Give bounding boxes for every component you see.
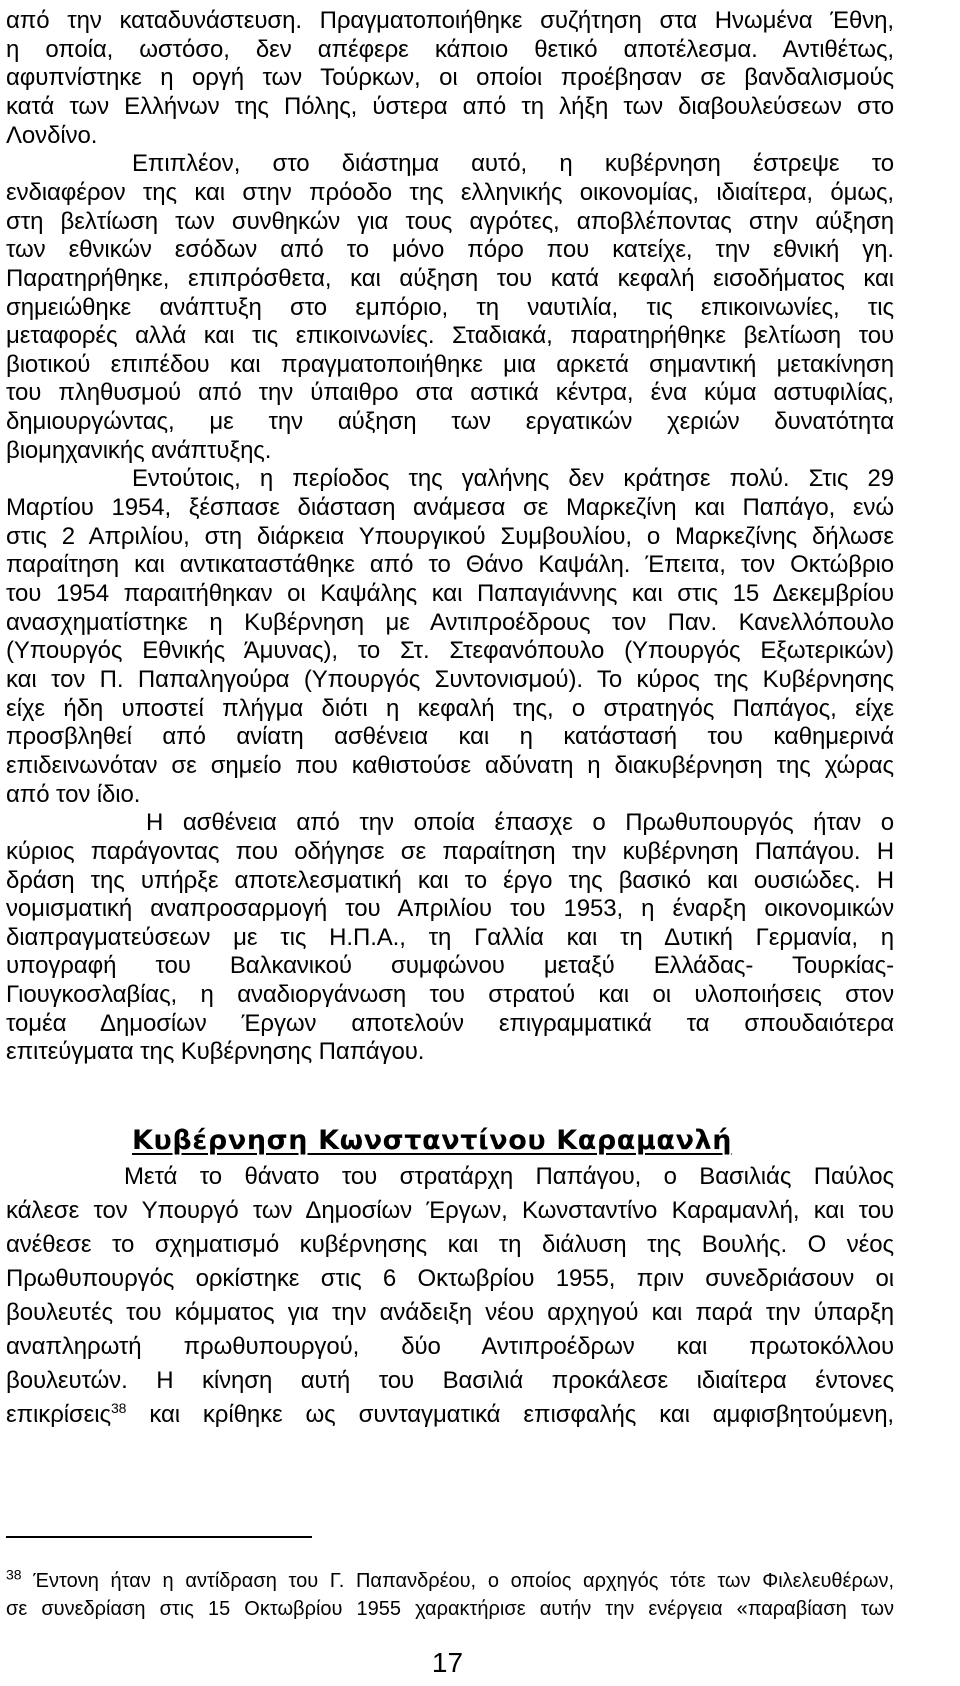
text-line: μεταφορές αλλά και τις επικοινωνίες. Σταδιακά, παρατηρήθηκε βελτίωση του xyxy=(6,322,894,349)
text-line: Μετά το θάνατο του στρατάρχη Παπάγου, ο Βασιλιάς Παύλος xyxy=(124,1163,894,1190)
text-line: είχε ήδη υποστεί πλήγμα διότι η κεφαλή της, ο στρατηγός Παπάγος, είχε xyxy=(6,695,894,722)
text-line: στη βελτίωση των συνθηκών για τους αγρότες, αποβλέποντας στην αύξηση xyxy=(6,208,894,235)
text-line: σημειώθηκε ανάπτυξη στο εμπόριο, τη ναυτιλία, τις επικοινωνίες, τις xyxy=(6,294,894,321)
page-number: 17 xyxy=(431,1647,464,1678)
text-line: από τον ίδιο. xyxy=(6,781,141,808)
text-line: δράση της υπήρξε αποτελεσματική και το έργο της βασικό και ουσιώδες. Η xyxy=(6,867,894,894)
text-line: δημιουργώντας, με την αύξηση των εργατικών χεριών δυνατότητα xyxy=(6,408,894,435)
footnote-divider xyxy=(6,1536,312,1538)
text-line: βιοτικού επιπέδου και πραγματοποιήθηκε μια αρκετά σημαντική μετακίνηση xyxy=(6,351,894,378)
text-line: αφυπνίστηκε η οργή των Τούρκων, οι οποίοι προέβησαν σε βανδαλισμούς xyxy=(6,64,894,91)
text-segment: και κρίθηκε ως συνταγματικά επισφαλής και αμφισβητούμενη, xyxy=(149,1401,895,1428)
text-line: ενδιαφέρον της και στην πρόοδο της ελληνικής οικονομίας, ιδιαίτερα, όμως, xyxy=(6,179,894,206)
footnote-text xyxy=(6,1568,894,1594)
footnote-line: Έντονη ήταν η αντίδραση του Γ. Παπανδρέου, ο οποίος αρχηγός τότε των Φιλελευθέρων, xyxy=(33,1570,895,1592)
text-line: Λονδίνο. xyxy=(6,122,98,149)
text-line: βιομηχανικής ανάπτυξης. xyxy=(6,437,272,464)
footnote-line: σε συνεδρίαση στις 15 Οκτωβρίου 1955 χαρακτήρισε αυτήν την ενέργεια «παραβίαση των xyxy=(6,1598,894,1620)
text-line: Εντούτοις, η περίοδος της γαλήνης δεν κράτησε πολύ. Στις 29 xyxy=(132,465,894,492)
text-line: διαπραγματεύσεων με τις Η.Π.Α., τη Γαλλία και τη Δυτική Γερμανία, η xyxy=(6,924,894,951)
text-line: βουλευτές του κόμματος για την ανάδειξη νέου αρχηγού και παρά την ύπαρξη xyxy=(6,1299,894,1326)
text-line: κύριος παράγοντας που οδήγησε σε παραίτηση την κυβέρνηση Παπάγου. Η xyxy=(6,838,894,865)
text-segment: επικρίσεις xyxy=(6,1401,111,1428)
text-line: στις 2 Απριλίου, στη διάρκεια Υπουργικού Συμβουλίου, ο Μαρκεζίνης δήλωσε xyxy=(6,523,894,550)
text-line: κάλεσε τον Υπουργό των Δημοσίων Έργων, Κωνσταντίνο Καραμανλή, και του xyxy=(6,1197,894,1224)
text-line: ανασχηματίστηκε η Κυβέρνηση με Αντιπροέδρους τον Παν. Κανελλόπουλο xyxy=(6,609,894,636)
text-line: Η ασθένεια από την οποία έπασχε ο Πρωθυπουργός ήταν ο xyxy=(146,809,894,836)
section-heading: Κυβέρνηση Κωνσταντίνου Καραμανλή xyxy=(132,1125,733,1156)
text-line: παραίτηση και αντικαταστάθηκε από το Θάνο Καψάλη. Έπειτα, τον Οκτώβριο xyxy=(6,551,894,578)
footnote-number: 38 xyxy=(6,1566,22,1583)
text-line: Γιουγκοσλαβίας, η αναδιοργάνωση του στρατού και οι υλοποιήσεις στον xyxy=(6,981,894,1008)
text-line: αναπληρωτή πρωθυπουργού, δύο Αντιπροέδρων και πρωτοκόλλου xyxy=(6,1333,894,1360)
text-line: Επιπλέον, στο διάστημα αυτό, η κυβέρνηση έστρεψε το xyxy=(132,150,894,177)
text-line: βουλευτών. Η κίνηση αυτή του Βασιλιά προκάλεσε ιδιαίτερα έντονες xyxy=(6,1367,894,1394)
text-line: νομισματική αναπροσαρμογή του Απριλίου του 1953, η έναρξη οικονομικών xyxy=(6,895,894,922)
text-line: (Υπουργός Εθνικής Άμυνας), το Στ. Στεφανόπουλο (Υπουργός Εξωτερικών) xyxy=(6,637,894,664)
text-line: Παρατηρήθηκε, επιπρόσθετα, και αύξηση του κατά κεφαλή εισοδήματος και xyxy=(6,265,894,292)
text-line: επιτεύγματα της Κυβέρνησης Παπάγου. xyxy=(6,1038,425,1065)
text-line: υπογραφή του Βαλκανικού συμφώνου μεταξύ Ελλάδας- Τουρκίας- xyxy=(6,952,894,979)
text-line: προσβληθεί από ανίατη ασθένεια και η κατάστασή του καθημερινά xyxy=(6,723,894,750)
text-line: του 1954 παραιτήθηκαν οι Καψάλης και Παπαγιάννης και στις 15 Δεκεμβρίου xyxy=(6,580,894,607)
text-line: Μαρτίου 1954, ξέσπασε διάσταση ανάμεσα σε Μαρκεζίνη και Παπάγο, ενώ xyxy=(6,494,894,521)
text-line: η οποία, ωστόσο, δεν απέφερε κάποιο θετικό αποτέλεσμα. Αντιθέτως, xyxy=(6,36,894,63)
text-line: Πρωθυπουργός ορκίστηκε στις 6 Οκτωβρίου 1955, πριν συνεδριάσουν οι xyxy=(6,1265,894,1292)
text-line: τομέα Δημοσίων Έργων αποτελούν επιγραμματικά τα σπουδαιότερα xyxy=(6,1010,894,1037)
text-line: και τον Π. Παπαληγούρα (Υπουργός Συντονισμού). Το κύρος της Κυβέρνησης xyxy=(6,666,894,693)
footnote-reference[interactable]: 38 xyxy=(111,1400,127,1416)
text-line: του πληθυσμού από την ύπαιθρο στα αστικά κέντρα, ένα κύμα αστυφιλίας, xyxy=(6,379,894,406)
text-line-with-footnote-ref xyxy=(6,1400,894,1430)
text-line: ανέθεσε το σχηματισμό κυβέρνησης και τη διάλυση της Βουλής. Ο νέος xyxy=(6,1231,894,1258)
text-line: κατά των Ελλήνων της Πόλης, ύστερα από τη λήξη των διαβουλεύσεων στο xyxy=(6,93,894,120)
text-line: επιδεινωνόταν σε σημείο που καθιστούσε αδύνατη η διακυβέρνηση της χώρας xyxy=(6,752,894,779)
text-line: των εθνικών εσόδων από το μόνο πόρο που κατείχε, την εθνική γη. xyxy=(6,236,894,263)
text-line: από την καταδυνάστευση. Πραγματοποιήθηκε συζήτηση στα Ηνωμένα Έθνη, xyxy=(6,7,894,34)
